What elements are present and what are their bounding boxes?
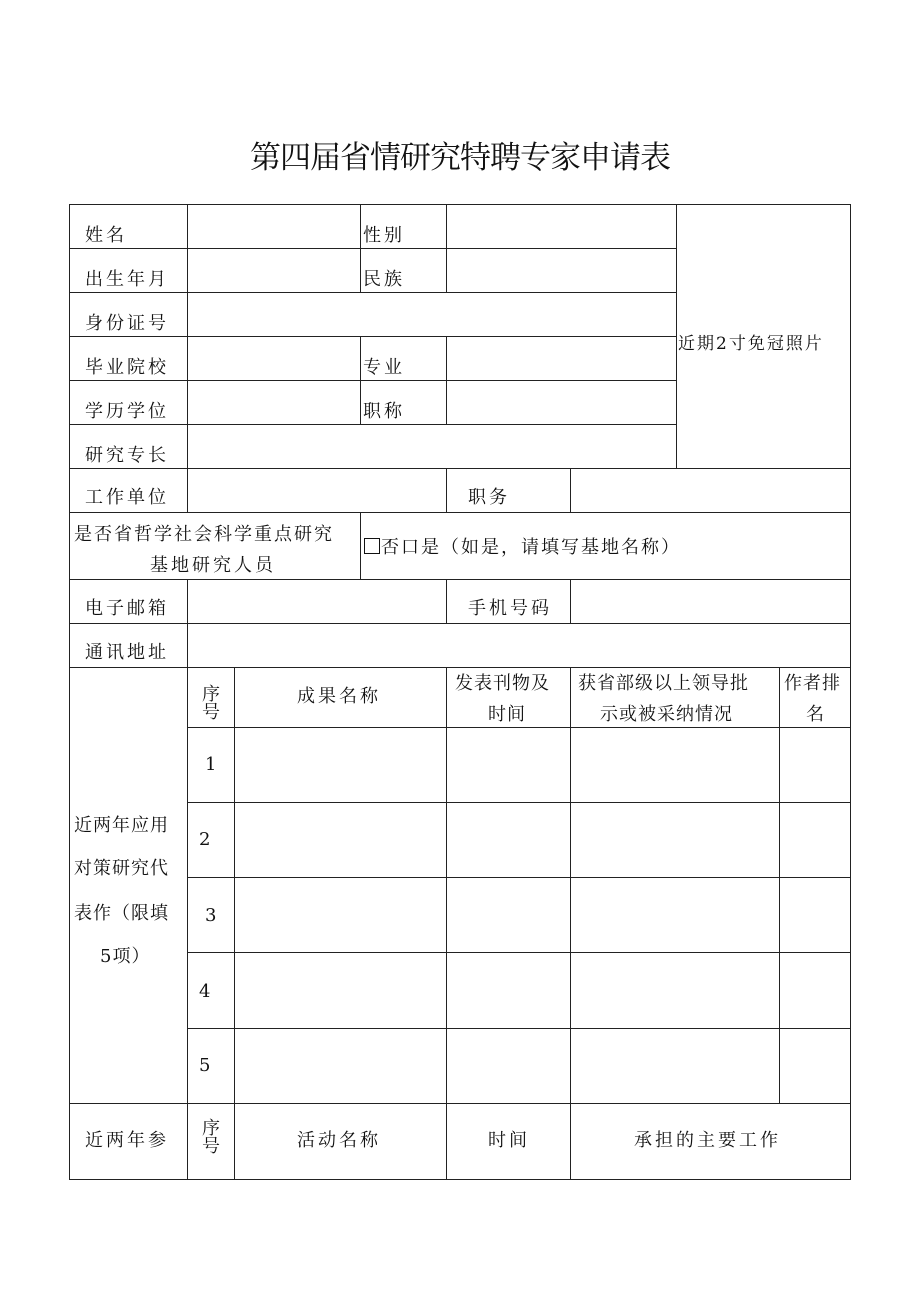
base-member-options: 否口是（如是，请填写基地名称） — [381, 537, 681, 558]
label-degree: 学历学位 — [85, 401, 169, 422]
works-section-label-4: 5项） — [100, 946, 151, 967]
page-title: 第四届省情研究特聘专家申请表 — [250, 140, 670, 176]
row-line — [187, 952, 851, 953]
works-section-label-3: 表作（限填 — [74, 903, 169, 924]
works-header-journal-1: 发表刊物及 — [455, 673, 550, 694]
works-row-seq: 2 — [199, 829, 214, 850]
row-line — [187, 1028, 851, 1029]
works-header-journal-2: 时间 — [488, 704, 526, 725]
col-line — [360, 512, 361, 579]
col-line — [360, 204, 361, 292]
col-line — [570, 579, 571, 623]
label-base-question: 是否省哲学社会科学重点研究 — [74, 524, 334, 545]
activities-header-name: 活动名称 — [297, 1130, 381, 1151]
works-header-approval-2: 示或被采纳情况 — [600, 704, 733, 725]
col-line — [234, 667, 235, 1180]
works-row-seq: 3 — [205, 905, 220, 926]
label-title: 职称 — [363, 401, 405, 422]
works-row-seq: 1 — [205, 754, 220, 775]
label-id-number: 身份证号 — [85, 313, 169, 334]
activities-header-work: 承担的主要工作 — [634, 1130, 781, 1151]
label-phone: 手机号码 — [468, 598, 552, 619]
row-line — [69, 292, 676, 293]
label-major: 专业 — [363, 357, 405, 378]
row-line — [187, 802, 851, 803]
label-school: 毕业院校 — [85, 357, 169, 378]
col-line — [676, 204, 677, 468]
col-line — [446, 204, 447, 292]
row-line — [69, 336, 676, 337]
works-row-seq: 4 — [199, 981, 214, 1002]
col-line — [360, 336, 361, 424]
row-line — [69, 380, 676, 381]
col-line — [187, 579, 188, 1180]
row-line — [187, 877, 851, 878]
col-line — [446, 336, 447, 424]
photo-placeholder: 近期2寸免冠照片 — [678, 334, 824, 354]
works-section-label-2: 对策研究代 — [74, 858, 169, 879]
works-header-seq-2: 号 — [202, 702, 223, 723]
label-email: 电子邮箱 — [85, 598, 169, 619]
activities-section-label: 近两年参 — [85, 1130, 169, 1151]
label-specialty: 研究专长 — [85, 445, 169, 466]
works-header-rank-1: 作者排 — [784, 673, 841, 694]
works-section-label-1: 近两年应用 — [74, 815, 169, 836]
works-header-seq-1: 序 — [202, 684, 223, 705]
row-line — [187, 727, 851, 728]
activities-header-time: 时间 — [488, 1130, 530, 1151]
table-border-right — [850, 204, 851, 1180]
col-line — [779, 667, 780, 1104]
works-header-approval-1: 获省部级以上领导批 — [578, 673, 749, 694]
activities-header-seq-1: 序 — [202, 1118, 223, 1139]
row-line — [69, 512, 851, 513]
label-base-question-2: 基地研究人员 — [150, 555, 276, 576]
works-header-rank-2: 名 — [806, 704, 825, 725]
base-member-choice[interactable] — [364, 537, 681, 559]
col-line — [446, 579, 447, 623]
label-address: 通讯地址 — [85, 642, 169, 663]
label-employer: 工作单位 — [85, 487, 169, 508]
label-birth: 出生年月 — [85, 269, 169, 290]
col-line — [570, 667, 571, 1180]
row-line — [69, 248, 676, 249]
col-line — [446, 667, 447, 1180]
row-line — [69, 424, 676, 425]
col-line — [187, 204, 188, 512]
table-border-left — [69, 204, 70, 1180]
label-name: 姓名 — [85, 225, 127, 246]
works-row-seq: 5 — [199, 1055, 214, 1076]
works-header-name: 成果名称 — [297, 686, 381, 707]
col-line — [446, 468, 447, 512]
label-position: 职务 — [468, 487, 510, 508]
checkbox-icon[interactable] — [364, 538, 380, 554]
label-gender: 性别 — [363, 225, 405, 246]
col-line — [570, 468, 571, 512]
label-ethnicity: 民族 — [363, 269, 405, 290]
activities-header-seq-2: 号 — [202, 1136, 223, 1157]
